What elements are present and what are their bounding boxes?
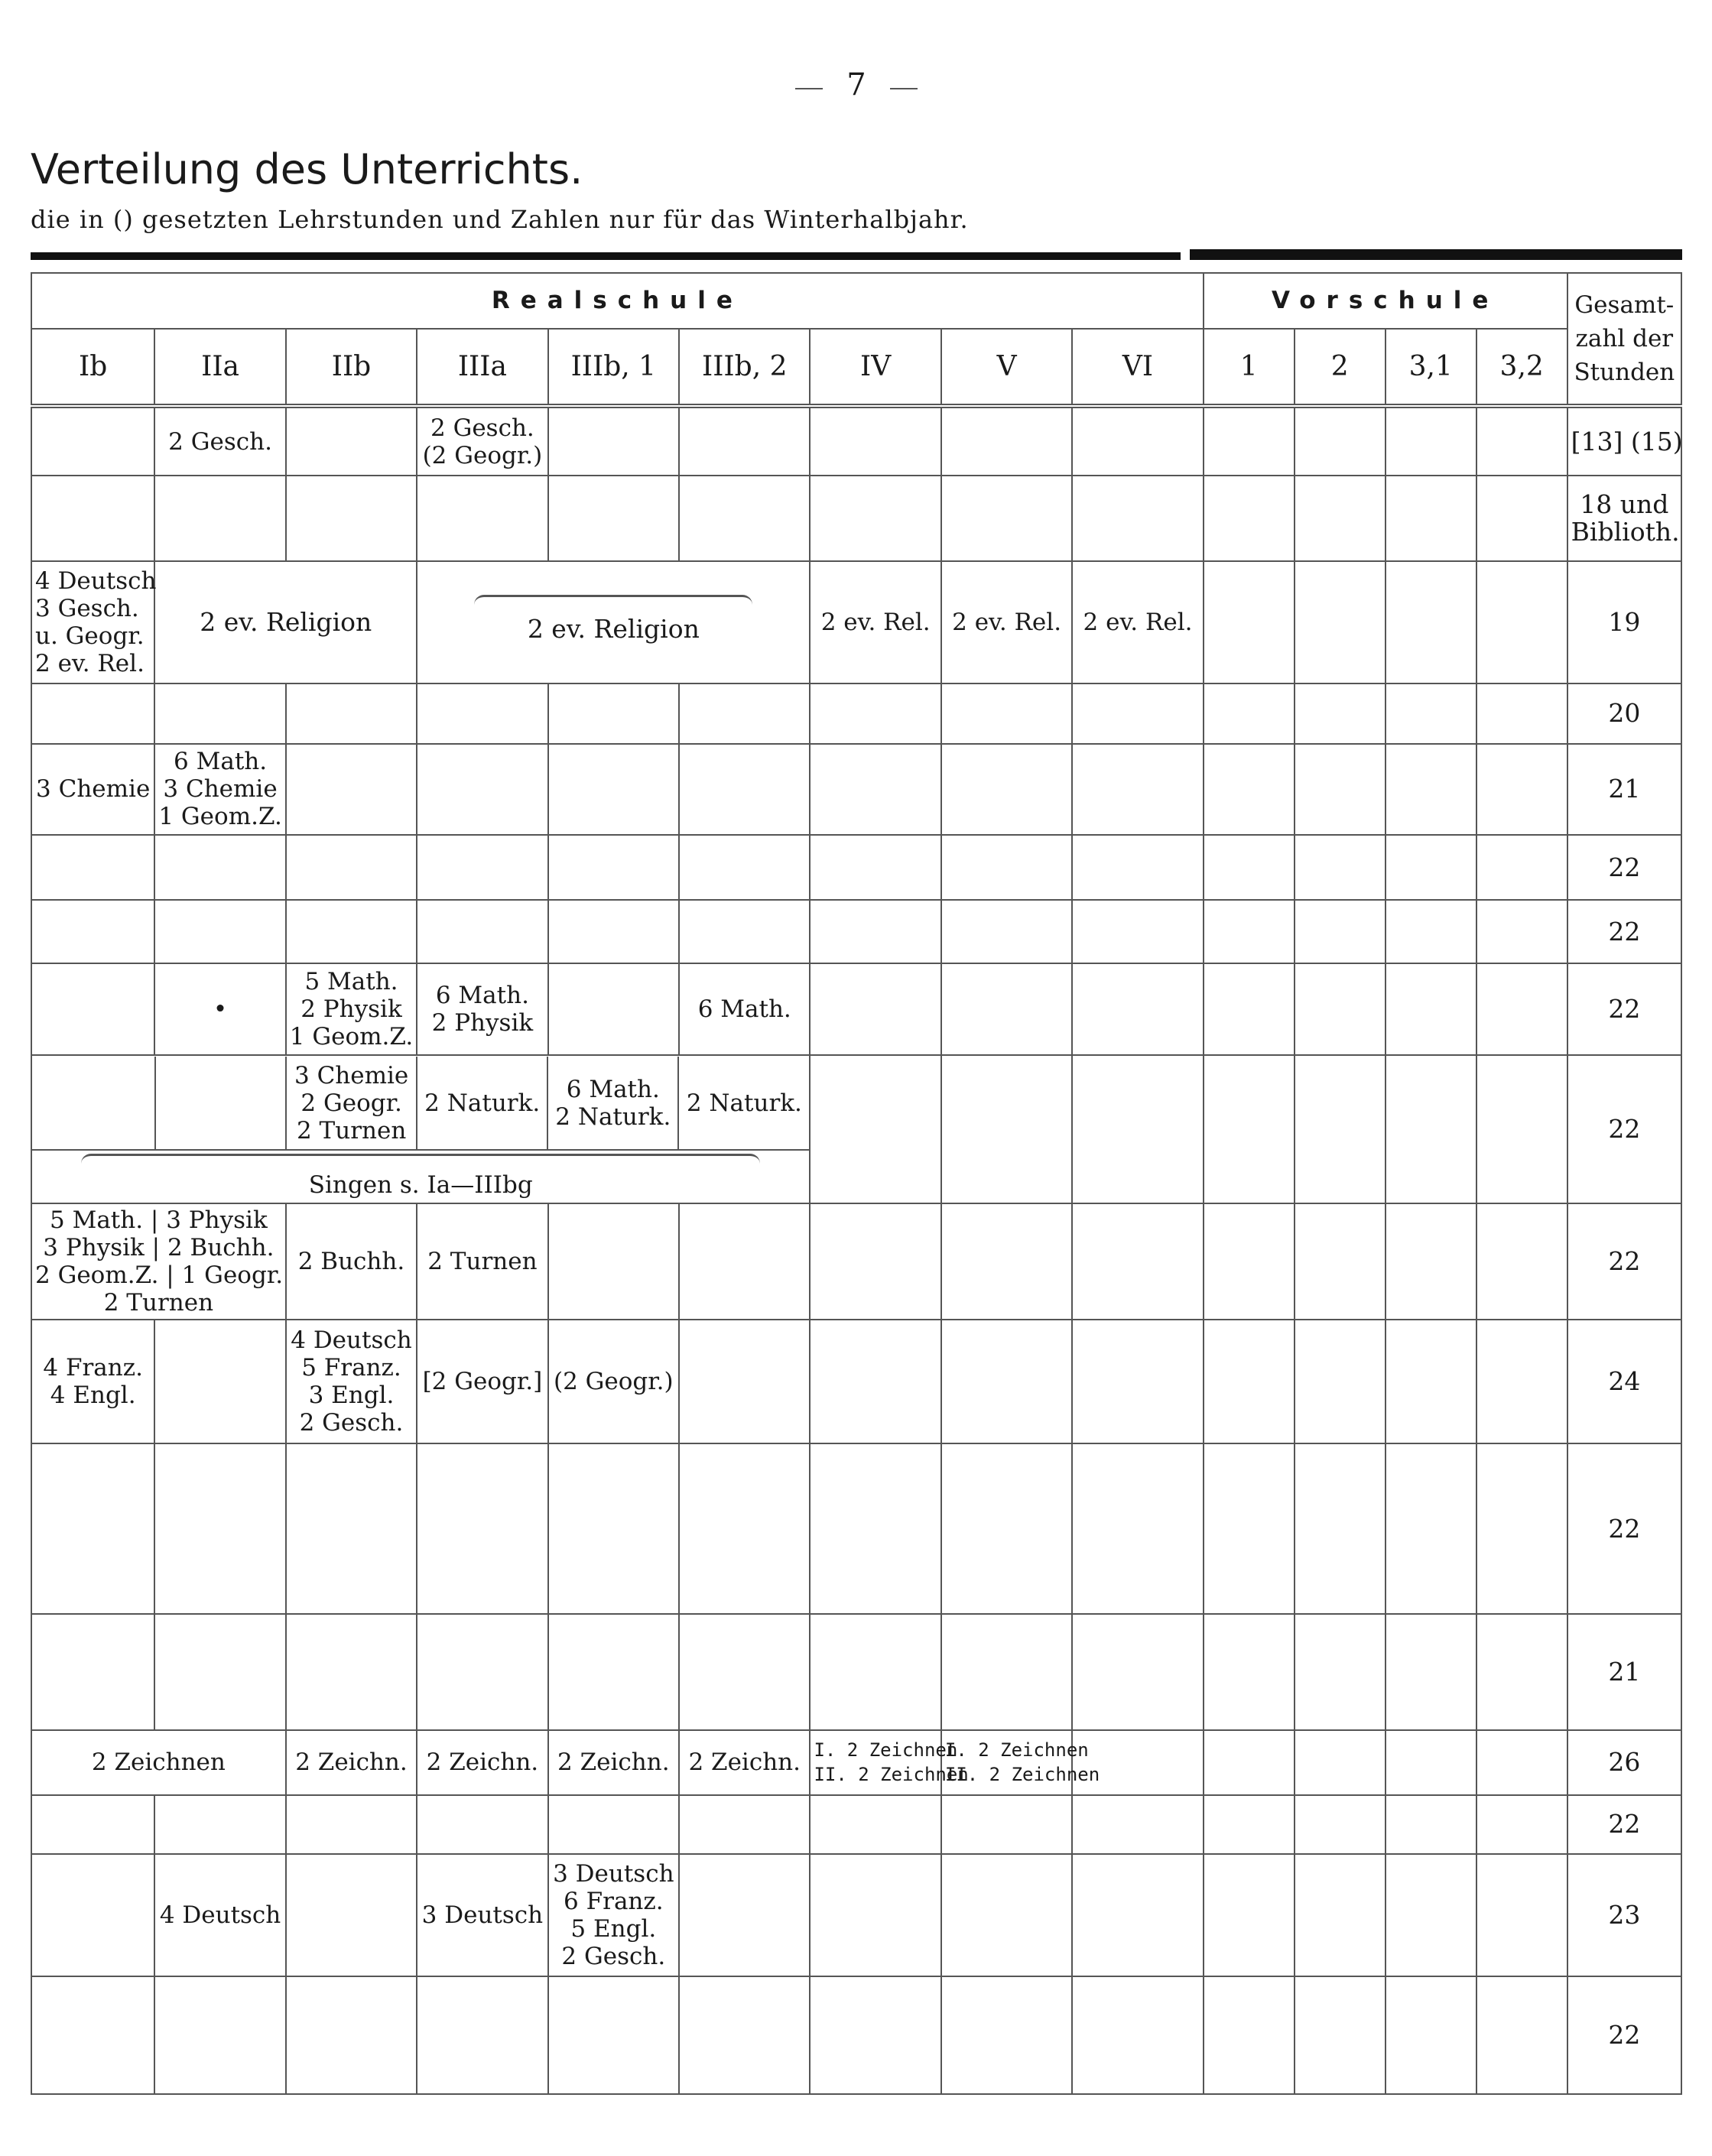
- table-row: [31, 683, 1681, 744]
- cell: 2 ev. Rel.: [810, 561, 940, 683]
- col-iiib1: IIIb, 1: [548, 329, 679, 406]
- cell: 6 Math. 2 Naturk.: [547, 1057, 678, 1150]
- row-total: 21: [1567, 744, 1681, 836]
- table-row: [31, 1614, 1681, 1730]
- page-subtitle: die in () gesetzten Lehrstunden und Zahlen nur für das Winterhalbjahr.: [31, 205, 969, 234]
- cell: 2 Naturk.: [417, 1057, 547, 1150]
- table-row: [31, 1854, 1681, 1976]
- cell: 2 ev. Rel.: [1072, 561, 1203, 683]
- table-row: [31, 835, 1681, 900]
- row-total: 24: [1567, 1320, 1681, 1443]
- cell: 2 Gesch.: [154, 406, 285, 476]
- cell: 3 Deutsch: [417, 1854, 547, 1976]
- page-title: Verteilung des Unterrichts.: [31, 145, 583, 193]
- row-total: 22: [1567, 835, 1681, 900]
- brace-icon: [81, 1154, 760, 1164]
- cell: 2 ev. Religion: [417, 561, 810, 683]
- row-total: [13] (15): [1567, 406, 1681, 476]
- header-rule-left: [31, 252, 1181, 260]
- col-ib: Ib: [31, 329, 154, 406]
- row-total: 23: [1567, 1854, 1681, 1976]
- cell: 5 Math. 2 Physik 1 Geom.Z.: [286, 963, 417, 1055]
- cell: I. 2 Zeichnen II. 2 Zeichnen: [810, 1730, 940, 1795]
- table-row: [31, 406, 1681, 476]
- row-total: 22: [1567, 1203, 1681, 1320]
- vorschule-header: Vorschule: [1204, 273, 1567, 329]
- table-row: [31, 744, 1681, 836]
- cell: 3 Chemie 2 Geogr. 2 Turnen: [286, 1057, 417, 1150]
- cell: 3 Deutsch 6 Franz. 5 Engl. 2 Gesch.: [548, 1854, 679, 1976]
- cell: (2 Geogr.): [548, 1320, 679, 1443]
- col-iiia: IIIa: [417, 329, 547, 406]
- table-row: [31, 1443, 1681, 1614]
- col-iia: IIa: [154, 329, 285, 406]
- cell: I. 2 Zeichnen II. 2 Zeichnen: [941, 1730, 1072, 1795]
- cell: 2 Buchh.: [286, 1203, 417, 1320]
- col-vor-3-1: 3,1: [1386, 329, 1476, 406]
- page-number: 7: [795, 67, 918, 102]
- table-row: [31, 1976, 1681, 2094]
- header-rule-right: [1190, 249, 1682, 260]
- col-vor-1: 1: [1204, 329, 1295, 406]
- cell: 2 Gesch. (2 Geogr.): [417, 406, 547, 476]
- col-iv: IV: [810, 329, 940, 406]
- col-v: V: [941, 329, 1072, 406]
- col-iiib2: IIIb, 2: [679, 329, 810, 406]
- row-total: 22: [1567, 1055, 1681, 1203]
- singen-note: Singen s. Ia—IIIbg: [32, 1150, 809, 1202]
- row-total: 20: [1567, 683, 1681, 744]
- cell: [31, 1055, 810, 1203]
- cell: •: [154, 963, 285, 1055]
- row-total: 22: [1567, 963, 1681, 1055]
- gesamt-header: Gesamt- zahl der Stunden: [1567, 273, 1681, 406]
- cell: 2 Zeichn.: [417, 1730, 547, 1795]
- table-row: [31, 1320, 1681, 1443]
- cell: 6 Math. 3 Chemie 1 Geom.Z.: [154, 744, 285, 836]
- cell: 2 ev. Rel.: [941, 561, 1072, 683]
- row-total: 22: [1567, 900, 1681, 963]
- cell: 4 Franz. 4 Engl.: [31, 1320, 154, 1443]
- row-total: 19: [1567, 561, 1681, 683]
- row-total: 22: [1567, 1795, 1681, 1854]
- table-row: [31, 900, 1681, 963]
- cell: 2 Zeichnen: [31, 1730, 286, 1795]
- cell: [2 Geogr.]: [417, 1320, 547, 1443]
- row-total: 22: [1567, 1443, 1681, 1614]
- cell: 2 Zeichn.: [679, 1730, 810, 1795]
- distribution-table: [31, 272, 1682, 2095]
- cell: 5 Math. | 3 Physik 3 Physik | 2 Buchh. 2 Geom.Z. | 1 Geogr. 2 Turnen: [31, 1203, 286, 1320]
- row-total: 18 und Biblioth.: [1567, 476, 1681, 560]
- table-row: [31, 1730, 1681, 1795]
- cell: 2 ev. Religion: [154, 561, 417, 683]
- cell: 2 Zeichn.: [286, 1730, 417, 1795]
- table-row: [31, 1203, 1681, 1320]
- cell: 4 Deutsch: [154, 1854, 285, 1976]
- col-vor-2: 2: [1295, 329, 1386, 406]
- col-vor-3-2: 3,2: [1476, 329, 1567, 406]
- col-iib: IIb: [286, 329, 417, 406]
- row-total: 21: [1567, 1614, 1681, 1730]
- table-row: [31, 476, 1681, 560]
- col-vi: VI: [1072, 329, 1203, 406]
- table-row: [31, 561, 1681, 683]
- brace-icon: [474, 595, 752, 605]
- cell: 6 Math. 2 Physik: [417, 963, 547, 1055]
- row-total: 26: [1567, 1730, 1681, 1795]
- table-row: [31, 1795, 1681, 1854]
- row-total: 22: [1567, 1976, 1681, 2094]
- table-row: [31, 963, 1681, 1055]
- cell: 6 Math.: [679, 963, 810, 1055]
- cell: 3 Chemie: [31, 744, 154, 836]
- cell: 2 Naturk.: [678, 1057, 809, 1150]
- cell: 2 Zeichn.: [548, 1730, 679, 1795]
- table-row: [31, 1055, 1681, 1203]
- realschule-header: Realschule: [31, 273, 1204, 329]
- cell: 4 Deutsch 5 Franz. 3 Engl. 2 Gesch.: [286, 1320, 417, 1443]
- cell: 2 Turnen: [417, 1203, 547, 1320]
- cell: 4 Deutsch 3 Gesch. u. Geogr. 2 ev. Rel.: [31, 561, 154, 683]
